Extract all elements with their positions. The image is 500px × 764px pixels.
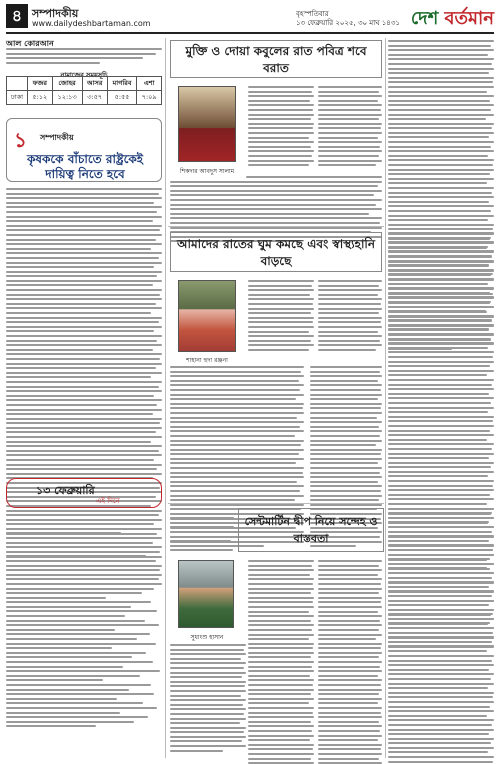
author-photo <box>178 280 236 352</box>
author-name: শাহানা হুদা রঞ্জনা <box>186 357 228 364</box>
author-photo <box>178 560 234 628</box>
this-day-list <box>6 514 162 730</box>
article-body <box>248 560 314 764</box>
section-title: সম্পাদকীয় <box>32 7 79 20</box>
article-body <box>318 560 382 764</box>
prayer-time: ১২:১৩ <box>52 91 82 105</box>
this-day-label: এই দিনে <box>96 497 120 505</box>
prayer-header: আসর <box>82 77 107 91</box>
quote-source: আল কোরআন <box>6 39 54 48</box>
author-name: সুধাংশু হাসান <box>190 634 224 641</box>
prayer-header: মাগরিব <box>107 77 137 91</box>
this-day-date: ১৩ ফেব্রুয়ারি <box>36 484 95 497</box>
article-continuation <box>388 508 494 764</box>
author-photo <box>178 86 236 162</box>
quote-text <box>6 48 162 66</box>
column-divider <box>165 38 166 758</box>
prayer-header-label <box>7 77 28 91</box>
weekday: বৃহস্পতিবার <box>296 10 329 18</box>
prayer-caption: নামাজের সময়সূচি <box>60 71 108 79</box>
article-body <box>248 86 314 169</box>
prayer-time: ৫:৫৫ <box>107 91 137 105</box>
prayer-times-table <box>6 76 162 105</box>
prayer-header: জোহর <box>52 77 82 91</box>
article-headline[interactable]: মুক্তি ও দোয়া কবুলের রাত পবিত্র শবে বরাত <box>170 40 382 78</box>
author-name: শিকদার আবদুস সালাম <box>179 168 235 175</box>
article-headline[interactable]: সেন্টমার্টিন দ্বীপ নিয়ে সন্দেহ ও বাস্তবতা <box>238 508 384 552</box>
column-divider <box>385 38 386 758</box>
full-date: ১৩ ফেব্রুয়ারি ২০২৫, ৩০ মাঘ ১৪৩১ <box>296 19 400 27</box>
editorial-headline[interactable]: কৃষককে বাঁচাতে রাষ্ট্রকেই দায়িত্ব নিতে হবে <box>26 152 144 181</box>
article-body <box>318 86 382 169</box>
editorial-number: ১ <box>14 128 27 152</box>
editorial-label: সম্পাদকীয় <box>40 133 74 142</box>
article-body <box>318 280 382 354</box>
prayer-row-label: ঢাকা <box>7 91 28 105</box>
newspaper-logo: দেশ বর্তমান <box>410 8 494 29</box>
prayer-time: ৩:৫৭ <box>82 91 107 105</box>
page-number: ৪ <box>6 4 28 28</box>
article-body <box>170 508 234 554</box>
page-header <box>6 4 494 34</box>
prayer-time: ৫:১২ <box>28 91 53 105</box>
prayer-header: এশা <box>137 77 162 91</box>
prayer-time: ৭:০৯ <box>137 91 162 105</box>
article-body <box>248 280 314 354</box>
prayer-header: ফজর <box>28 77 53 91</box>
issue-date <box>296 10 400 28</box>
site-url[interactable]: www.dailydeshbartaman.com <box>32 19 151 28</box>
article-body <box>170 644 246 754</box>
article-headline[interactable]: আমাদের রাতের ঘুম কমছে এবং স্বাস্থ্যহানি বাড়ছে <box>170 232 382 272</box>
